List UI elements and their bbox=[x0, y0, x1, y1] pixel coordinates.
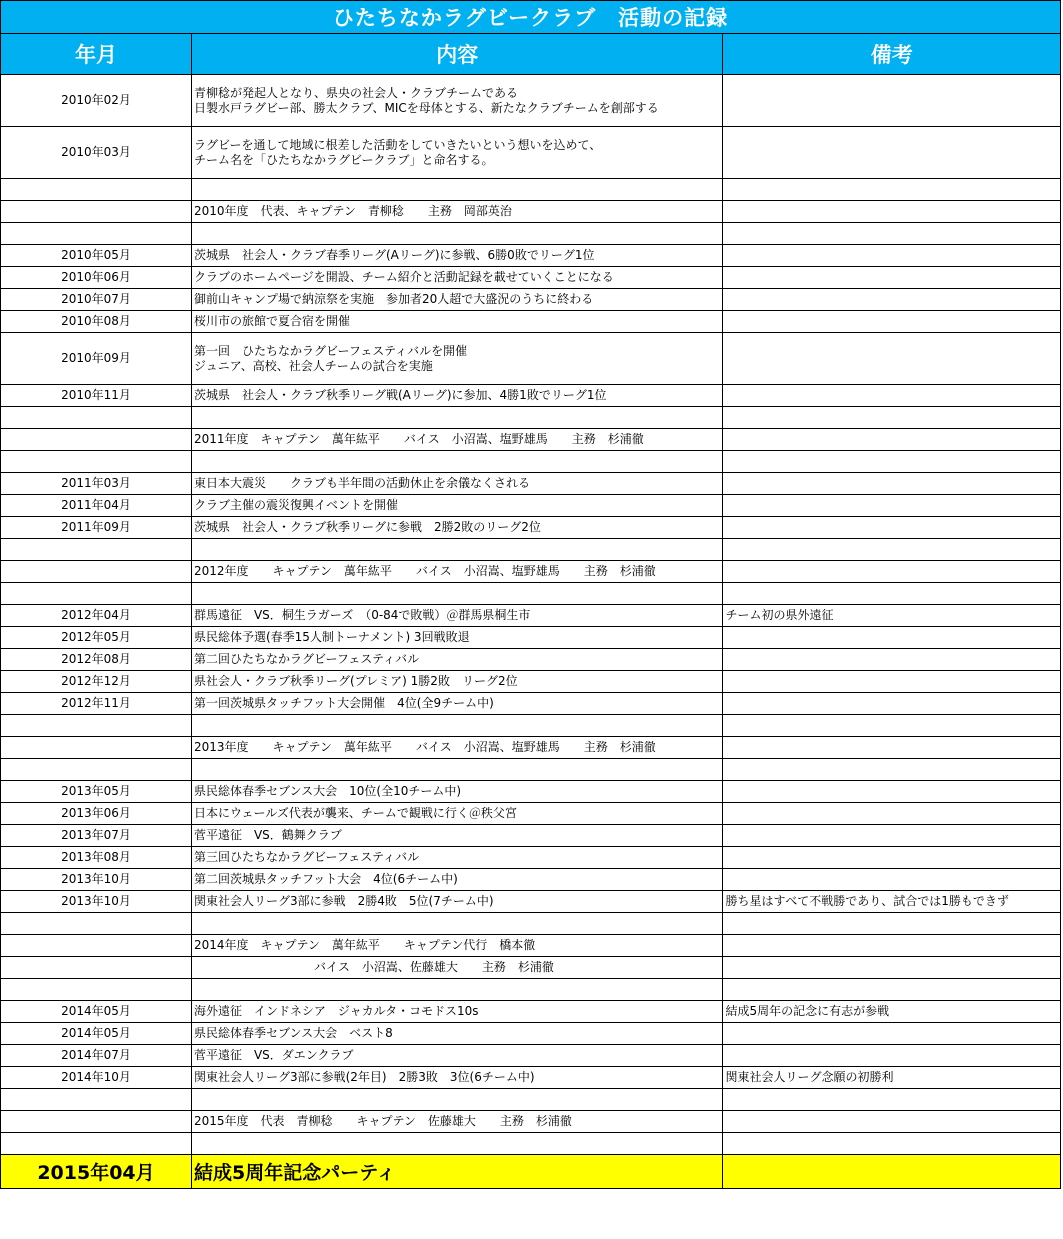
table-row bbox=[1, 583, 1061, 605]
content-line: ジュニア、高校、社会人チームの試合を実施 bbox=[193, 358, 433, 373]
table-row bbox=[1, 179, 1061, 201]
table-row bbox=[1, 267, 1061, 289]
table-row bbox=[1, 825, 1061, 847]
note-cell[interactable] bbox=[723, 671, 1061, 693]
table-row bbox=[1, 311, 1061, 333]
content-cell[interactable]: 第二回茨城県タッチフット大会 4位(6チーム中) bbox=[191, 869, 723, 891]
note-cell[interactable] bbox=[723, 1111, 1061, 1133]
table-row bbox=[1, 979, 1061, 1001]
table-row bbox=[1, 1045, 1061, 1067]
final-date-cell[interactable]: 2015年04月 bbox=[1, 1155, 192, 1189]
table-row bbox=[1, 803, 1061, 825]
date-cell[interactable]: 2014年10月 bbox=[1, 1067, 192, 1089]
note-cell[interactable] bbox=[723, 473, 1061, 495]
note-cell[interactable] bbox=[723, 913, 1061, 935]
content-cell[interactable] bbox=[191, 333, 723, 385]
table-row bbox=[1, 1111, 1061, 1133]
highlight-row bbox=[1, 1155, 1061, 1189]
content-cell[interactable]: 茨城県 社会人・クラブ秋季リーグに参戦 2勝2敗のリーグ2位 bbox=[191, 517, 723, 539]
note-cell[interactable] bbox=[723, 869, 1061, 891]
table-row bbox=[1, 1067, 1061, 1089]
note-cell[interactable] bbox=[723, 583, 1061, 605]
note-cell[interactable]: 関東社会人リーグ念願の初勝利 bbox=[723, 1067, 1061, 1089]
date-cell[interactable] bbox=[1, 935, 192, 957]
date-cell[interactable] bbox=[1, 179, 192, 201]
note-cell[interactable]: チーム初の県外遠征 bbox=[723, 605, 1061, 627]
note-cell[interactable] bbox=[723, 429, 1061, 451]
content-cell[interactable]: 海外遠征 インドネシア ジャカルタ・コモドス10s bbox=[191, 1001, 723, 1023]
content-cell[interactable]: 2010年度 代表、キャプテン 青柳稔 主務 岡部英治 bbox=[191, 201, 723, 223]
date-cell[interactable]: 2013年10月 bbox=[1, 891, 192, 913]
table-row bbox=[1, 935, 1061, 957]
date-cell[interactable]: 2010年02月 bbox=[1, 75, 192, 127]
content-cell[interactable] bbox=[191, 583, 723, 605]
date-cell[interactable]: 2012年05月 bbox=[1, 627, 192, 649]
content-cell[interactable] bbox=[191, 1089, 723, 1111]
header-content[interactable]: 内容 bbox=[191, 34, 723, 75]
date-cell[interactable]: 2011年09月 bbox=[1, 517, 192, 539]
content-line: 青柳稔が発起人となり、県央の社会人・クラブチームである bbox=[193, 85, 518, 100]
table-row bbox=[1, 671, 1061, 693]
date-cell[interactable]: 2012年04月 bbox=[1, 605, 192, 627]
date-cell[interactable]: 2010年08月 bbox=[1, 311, 192, 333]
note-cell[interactable] bbox=[723, 847, 1061, 869]
date-cell[interactable] bbox=[1, 1133, 192, 1155]
content-cell[interactable]: 2012年度 キャプテン 萬年紘平 バイス 小沼嵩、塩野雄馬 主務 杉浦徹 bbox=[191, 561, 723, 583]
note-cell[interactable] bbox=[723, 1133, 1061, 1155]
date-cell[interactable]: 2010年07月 bbox=[1, 289, 192, 311]
date-cell[interactable]: 2013年07月 bbox=[1, 825, 192, 847]
content-cell[interactable] bbox=[191, 223, 723, 245]
content-cell[interactable]: 第一回茨城県タッチフット大会開催 4位(全9チーム中) bbox=[191, 693, 723, 715]
content-cell[interactable] bbox=[191, 979, 723, 1001]
content-cell[interactable] bbox=[191, 759, 723, 781]
table-row bbox=[1, 737, 1061, 759]
content-line: 第一回 ひたちなかラグビーフェスティバルを開催 bbox=[193, 343, 468, 358]
final-note-cell[interactable] bbox=[723, 1155, 1061, 1189]
note-cell[interactable] bbox=[723, 289, 1061, 311]
content-cell[interactable] bbox=[191, 179, 723, 201]
date-cell[interactable]: 2014年05月 bbox=[1, 1001, 192, 1023]
note-cell[interactable] bbox=[723, 649, 1061, 671]
table-row bbox=[1, 693, 1061, 715]
table-row bbox=[1, 385, 1061, 407]
content-cell[interactable] bbox=[191, 715, 723, 737]
note-cell[interactable] bbox=[723, 803, 1061, 825]
note-cell[interactable] bbox=[723, 179, 1061, 201]
note-cell[interactable] bbox=[723, 311, 1061, 333]
content-cell[interactable]: 県民総体春季セブンス大会 10位(全10チーム中) bbox=[191, 781, 723, 803]
note-cell[interactable] bbox=[723, 385, 1061, 407]
date-cell[interactable]: 2014年07月 bbox=[1, 1045, 192, 1067]
date-cell[interactable] bbox=[1, 759, 192, 781]
date-cell[interactable] bbox=[1, 1111, 192, 1133]
table-row bbox=[1, 781, 1061, 803]
note-cell[interactable] bbox=[723, 451, 1061, 473]
note-cell[interactable] bbox=[723, 825, 1061, 847]
table-row bbox=[1, 473, 1061, 495]
date-cell[interactable]: 2013年10月 bbox=[1, 869, 192, 891]
note-cell[interactable]: 結成5周年の記念に有志が参戦 bbox=[723, 1001, 1061, 1023]
date-cell[interactable] bbox=[1, 407, 192, 429]
table-row bbox=[1, 891, 1061, 913]
table-row bbox=[1, 223, 1061, 245]
content-cell[interactable]: バイス 小沼嵩、佐藤雄大 主務 杉浦徹 bbox=[191, 957, 723, 979]
content-cell[interactable]: 菅平遠征 VS．鶴舞クラブ bbox=[191, 825, 723, 847]
note-cell[interactable] bbox=[723, 957, 1061, 979]
content-cell[interactable] bbox=[191, 913, 723, 935]
content-cell[interactable]: 東日本大震災 クラブも半年間の活動休止を余儀なくされる bbox=[191, 473, 723, 495]
table-row bbox=[1, 539, 1061, 561]
content-cell[interactable] bbox=[191, 451, 723, 473]
date-cell[interactable]: 2010年09月 bbox=[1, 333, 192, 385]
content-cell[interactable]: 日本にウェールズ代表が襲来、チームで観戦に行く＠秩父宮 bbox=[191, 803, 723, 825]
table-row bbox=[1, 517, 1061, 539]
content-cell[interactable] bbox=[191, 127, 723, 179]
table-row bbox=[1, 561, 1061, 583]
date-cell[interactable]: 2012年12月 bbox=[1, 671, 192, 693]
content-cell[interactable]: 2015年度 代表 青柳稔 キャプテン 佐藤雄大 主務 杉浦徹 bbox=[191, 1111, 723, 1133]
table-row bbox=[1, 649, 1061, 671]
note-cell[interactable] bbox=[723, 517, 1061, 539]
table-row bbox=[1, 627, 1061, 649]
content-cell[interactable]: 県民総体春季セブンス大会 ベスト8 bbox=[191, 1023, 723, 1045]
note-cell[interactable] bbox=[723, 737, 1061, 759]
content-cell[interactable]: 桜川市の旅館で夏合宿を開催 bbox=[191, 311, 723, 333]
table-row bbox=[1, 869, 1061, 891]
note-cell[interactable] bbox=[723, 759, 1061, 781]
note-cell[interactable] bbox=[723, 715, 1061, 737]
content-line: 日製水戸ラグビー部、勝太クラブ、MICを母体とする、新たなクラブチームを創部する bbox=[193, 100, 659, 115]
header-notes[interactable]: 備考 bbox=[723, 34, 1061, 75]
note-cell[interactable] bbox=[723, 1023, 1061, 1045]
content-cell[interactable] bbox=[191, 407, 723, 429]
table-row bbox=[1, 759, 1061, 781]
content-cell[interactable]: 2014年度 キャプテン 萬年紘平 キャプテン代行 橋本徹 bbox=[191, 935, 723, 957]
table-row bbox=[1, 333, 1061, 385]
date-cell[interactable] bbox=[1, 539, 192, 561]
note-cell[interactable] bbox=[723, 627, 1061, 649]
note-cell[interactable] bbox=[723, 407, 1061, 429]
table-row bbox=[1, 201, 1061, 223]
date-cell[interactable]: 2013年06月 bbox=[1, 803, 192, 825]
table-row bbox=[1, 847, 1061, 869]
content-cell[interactable]: 県民総体予選(春季15人制トーナメント) 3回戦敗退 bbox=[191, 627, 723, 649]
table-row bbox=[1, 957, 1061, 979]
date-cell[interactable] bbox=[1, 1089, 192, 1111]
title-row bbox=[1, 1, 1061, 34]
table-row bbox=[1, 1089, 1061, 1111]
table-row bbox=[1, 605, 1061, 627]
table-row bbox=[1, 407, 1061, 429]
date-cell[interactable] bbox=[1, 715, 192, 737]
content-cell[interactable]: クラブ主催の震災復興イベントを開催 bbox=[191, 495, 723, 517]
content-cell[interactable]: 菅平遠征 VS．ダエンクラブ bbox=[191, 1045, 723, 1067]
date-cell[interactable]: 2013年05月 bbox=[1, 781, 192, 803]
content-cell[interactable]: 2011年度 キャプテン 萬年紘平 バイス 小沼嵩、塩野雄馬 主務 杉浦徹 bbox=[191, 429, 723, 451]
content-cell[interactable]: 関東社会人リーグ3部に参戦 2勝4敗 5位(7チーム中) bbox=[191, 891, 723, 913]
content-cell[interactable]: 関東社会人リーグ3部に参戦(2年目) 2勝3敗 3位(6チーム中) bbox=[191, 1067, 723, 1089]
date-cell[interactable]: 2014年05月 bbox=[1, 1023, 192, 1045]
content-cell[interactable]: 第三回ひたちなかラグビーフェスティバル bbox=[191, 847, 723, 869]
date-cell[interactable]: 2011年03月 bbox=[1, 473, 192, 495]
date-cell[interactable] bbox=[1, 201, 192, 223]
date-cell[interactable] bbox=[1, 979, 192, 1001]
sheet-title[interactable]: ひたちなかラグビークラブ 活動の記録 bbox=[1, 1, 1061, 34]
note-cell[interactable] bbox=[723, 693, 1061, 715]
content-cell[interactable] bbox=[191, 1133, 723, 1155]
table-row bbox=[1, 289, 1061, 311]
content-cell[interactable] bbox=[191, 539, 723, 561]
date-cell[interactable] bbox=[1, 583, 192, 605]
table-row bbox=[1, 1133, 1061, 1155]
table-row bbox=[1, 75, 1061, 127]
content-cell[interactable]: 第二回ひたちなかラグビーフェスティバル bbox=[191, 649, 723, 671]
date-cell[interactable]: 2012年08月 bbox=[1, 649, 192, 671]
date-cell[interactable] bbox=[1, 561, 192, 583]
note-cell[interactable] bbox=[723, 979, 1061, 1001]
date-cell[interactable]: 2010年11月 bbox=[1, 385, 192, 407]
date-cell[interactable]: 2012年11月 bbox=[1, 693, 192, 715]
note-cell[interactable] bbox=[723, 539, 1061, 561]
content-cell[interactable]: クラブのホームページを開設、チーム紹介と活動記録を載せていくことになる bbox=[191, 267, 723, 289]
table-row bbox=[1, 1023, 1061, 1045]
note-cell[interactable] bbox=[723, 1045, 1061, 1067]
note-cell[interactable] bbox=[723, 267, 1061, 289]
table-row bbox=[1, 715, 1061, 737]
date-cell[interactable]: 2011年04月 bbox=[1, 495, 192, 517]
table-row bbox=[1, 913, 1061, 935]
date-cell[interactable] bbox=[1, 451, 192, 473]
note-cell[interactable] bbox=[723, 495, 1061, 517]
date-cell[interactable] bbox=[1, 957, 192, 979]
note-cell[interactable] bbox=[723, 781, 1061, 803]
date-cell[interactable] bbox=[1, 223, 192, 245]
note-cell[interactable] bbox=[723, 223, 1061, 245]
note-cell[interactable] bbox=[723, 333, 1061, 385]
date-cell[interactable]: 2010年05月 bbox=[1, 245, 192, 267]
date-cell[interactable]: 2010年06月 bbox=[1, 267, 192, 289]
content-line: ラグビーを通して地域に根差した活動をしていきたいという想いを込めて、 bbox=[193, 137, 602, 152]
content-cell[interactable]: 県社会人・クラブ秋季リーグ(プレミア) 1勝2敗 リーグ2位 bbox=[191, 671, 723, 693]
date-cell[interactable]: 2013年08月 bbox=[1, 847, 192, 869]
note-cell[interactable] bbox=[723, 1089, 1061, 1111]
note-cell[interactable] bbox=[723, 127, 1061, 179]
content-cell[interactable]: 茨城県 社会人・クラブ春季リーグ(Aリーグ)に参戦、6勝0敗でリーグ1位 bbox=[191, 245, 723, 267]
final-content-cell[interactable]: 結成5周年記念パーティ bbox=[191, 1155, 723, 1189]
table-row bbox=[1, 451, 1061, 473]
note-cell[interactable] bbox=[723, 245, 1061, 267]
note-cell[interactable] bbox=[723, 75, 1061, 127]
note-cell[interactable] bbox=[723, 935, 1061, 957]
date-cell[interactable] bbox=[1, 429, 192, 451]
table-row bbox=[1, 429, 1061, 451]
content-cell[interactable]: 御前山キャンプ場で納涼祭を実施 参加者20人超で大盛況のうちに終わる bbox=[191, 289, 723, 311]
content-line: チーム名を「ひたちなかラグビークラブ」と命名する。 bbox=[193, 152, 494, 167]
note-cell[interactable] bbox=[723, 561, 1061, 583]
table-row bbox=[1, 245, 1061, 267]
date-cell[interactable] bbox=[1, 737, 192, 759]
date-cell[interactable]: 2010年03月 bbox=[1, 127, 192, 179]
content-cell[interactable]: 群馬遠征 VS．桐生ラガーズ （0-84で敗戦）＠群馬県桐生市 bbox=[191, 605, 723, 627]
header-date[interactable]: 年月 bbox=[1, 34, 192, 75]
content-cell[interactable] bbox=[191, 75, 723, 127]
note-cell[interactable] bbox=[723, 201, 1061, 223]
content-cell[interactable]: 茨城県 社会人・クラブ秋季リーグ戦(Aリーグ)に参加、4勝1敗でリーグ1位 bbox=[191, 385, 723, 407]
note-cell[interactable]: 勝ち星はすべて不戦勝であり、試合では1勝もできず bbox=[723, 891, 1061, 913]
table-row bbox=[1, 127, 1061, 179]
header-row bbox=[1, 34, 1061, 75]
table-row bbox=[1, 495, 1061, 517]
content-cell[interactable]: 2013年度 キャプテン 萬年紘平 バイス 小沼嵩、塩野雄馬 主務 杉浦徹 bbox=[191, 737, 723, 759]
date-cell[interactable] bbox=[1, 913, 192, 935]
table-row bbox=[1, 1001, 1061, 1023]
